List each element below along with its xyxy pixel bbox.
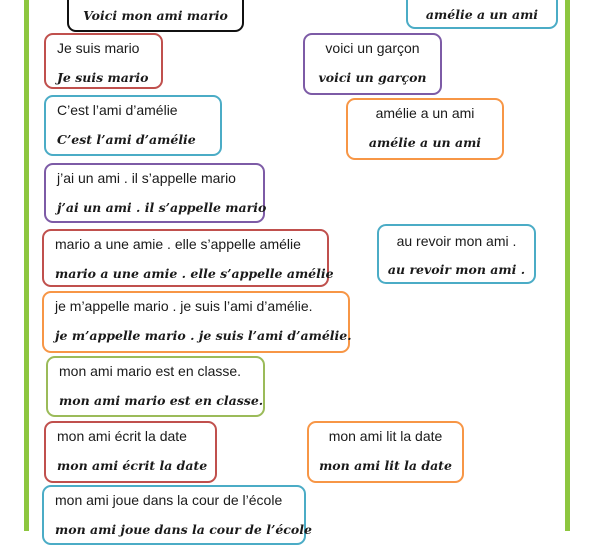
cursive-text: mario a une amie . elle s’appelle amélie [55, 266, 334, 281]
print-text: je m’appelle mario . je suis l’ami d’amélie. [55, 298, 313, 314]
cursive-text: Je suis mario [57, 70, 149, 85]
print-text: voici un garçon [325, 40, 420, 56]
card-voici-mon-ami-mario [67, 0, 244, 32]
print-text: j’ai un ami . il s’appelle mario [57, 170, 236, 186]
card-je-suis-mario [44, 33, 163, 89]
cursive-text: mon ami écrit la date [57, 458, 208, 473]
cursive-text: C’est l’ami d’amélie [57, 132, 196, 147]
right-green-border [565, 0, 570, 531]
cursive-text: mon ami joue dans la cour de l’école [55, 522, 312, 537]
card-je-m-appelle-mario [42, 291, 350, 353]
cursive-text: Voici mon ami mario [83, 8, 228, 23]
cursive-text: au revoir mon ami . [387, 262, 526, 277]
left-green-border [24, 0, 29, 531]
cursive-text: mon ami lit la date [319, 458, 452, 473]
print-text: mario a une amie . elle s’appelle amélie [55, 236, 301, 252]
cursive-text: mon ami mario est en classe. [59, 393, 264, 408]
card-amelie-a-un-ami-top [406, 0, 558, 29]
cursive-text: je m’appelle mario . je suis l’ami d’amélie. [55, 328, 352, 343]
card-mon-ami-joue-dans-la-cour [42, 485, 312, 545]
card-mario-a-une-amie [42, 229, 334, 287]
print-text: au revoir mon ami . [396, 233, 517, 249]
cursive-text: j’ai un ami . il s’appelle mario [57, 200, 267, 215]
card-j-ai-un-ami [44, 163, 265, 223]
card-voici-un-garcon [303, 33, 442, 95]
card-au-revoir-mon-ami [377, 224, 536, 284]
print-text: mon ami joue dans la cour de l’école [55, 492, 283, 508]
print-text: mon ami lit la date [328, 428, 443, 444]
print-text: Je suis mario [57, 40, 140, 56]
card-mon-ami-ecrit-la-date [44, 421, 217, 483]
print-text: mon ami mario est en classe. [59, 363, 242, 379]
print-text: C’est l’ami d’amélie [57, 102, 178, 118]
cursive-text: amélie a un ami [368, 135, 482, 150]
card-mon-ami-mario-est-en-classe [46, 356, 265, 417]
card-mon-ami-lit-la-date [307, 421, 464, 483]
card-amelie-a-un-ami [346, 98, 504, 160]
cursive-text: amélie a un ami [425, 7, 539, 22]
print-text: amélie a un ami [375, 105, 475, 121]
print-text: mon ami écrit la date [57, 428, 187, 444]
card-c-est-l-ami-d-amelie [44, 95, 222, 156]
cursive-text: voici un garçon [318, 70, 427, 85]
